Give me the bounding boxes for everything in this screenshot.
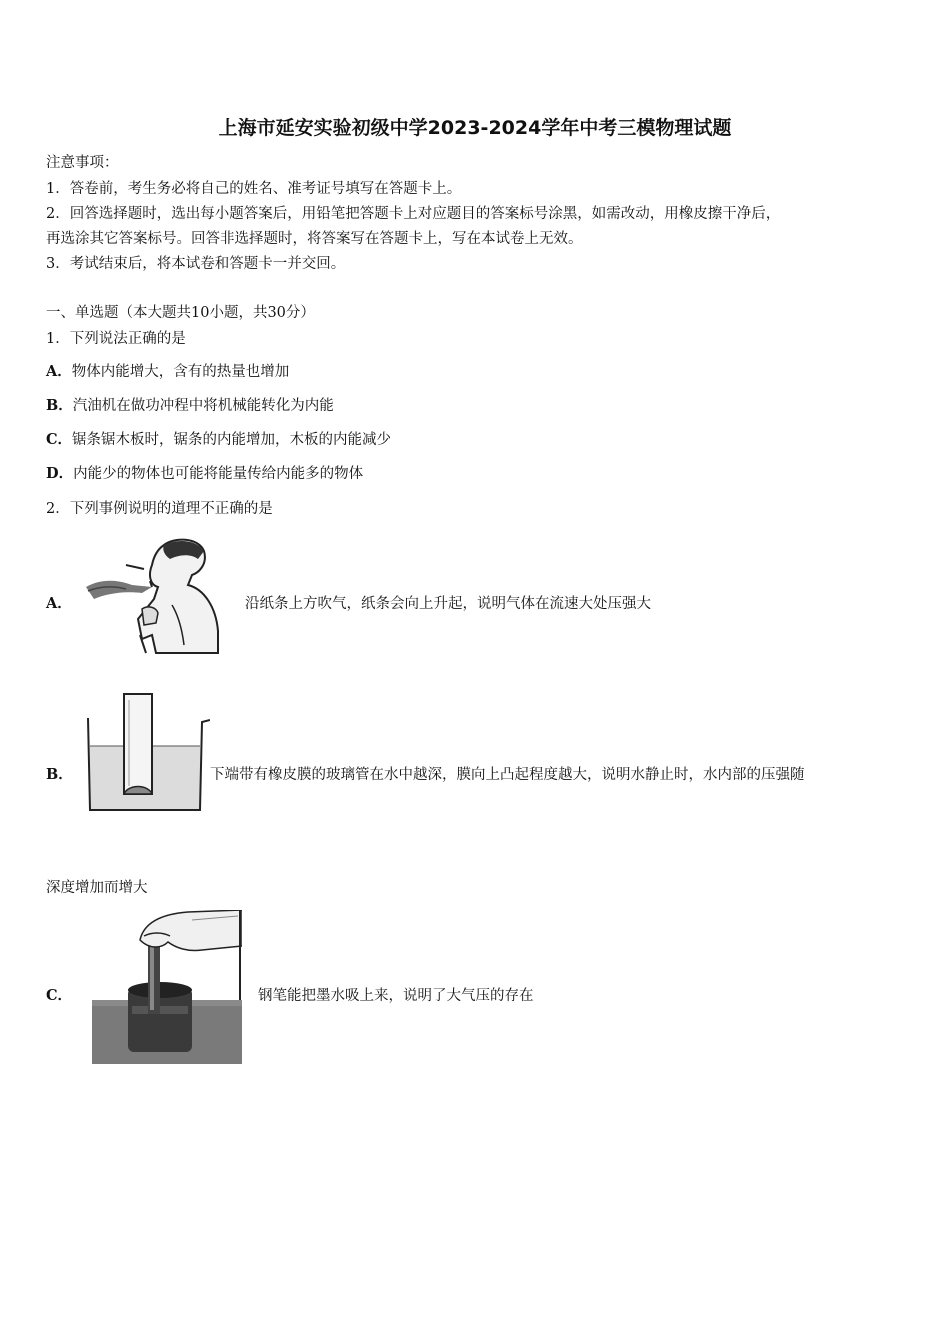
blowing-paper-figure [86, 535, 222, 657]
option-letter: D． [46, 465, 74, 482]
section-heading: 一、单选题（本大题共10小题，共30分） [46, 305, 315, 321]
q1-option-a [46, 360, 289, 381]
notice-item-2-cont: 再选涂其它答案标号。回答非选择题时，将答案写在答题卡上，写在本试卷上无效。 [46, 231, 583, 247]
option-letter: A． [46, 363, 72, 380]
notice-item-3: 3．考试结束后，将本试卷和答题卡一并交回。 [46, 256, 346, 272]
q2-option-c-text: 钢笔能把墨水吸上来，说明了大气压的存在 [258, 988, 534, 1004]
beaker-tube-figure [84, 690, 210, 818]
q2-option-b-text: 下端带有橡皮膜的玻璃管在水中越深，膜向上凸起程度越大，说明水静止时，水内部的压强随 [210, 767, 805, 783]
q1-option-b [46, 394, 334, 415]
q2-option-c-letter: C． [46, 987, 73, 1004]
q2-option-b-letter: B． [46, 766, 73, 783]
fountain-pen-ink-figure [92, 910, 242, 1064]
notice-heading: 注意事项： [46, 155, 119, 171]
q1-stem: 1．下列说法正确的是 [46, 331, 186, 347]
option-letter: C． [46, 431, 73, 448]
page-title: 上海市延安实验初级中学2023-2024学年中考三模物理试题 [218, 117, 732, 139]
q2-option-a-letter: A． [46, 595, 72, 612]
q1-option-c [46, 428, 391, 449]
option-text: 锯条锯木板时，锯条的内能增加，木板的内能减少 [72, 432, 392, 448]
option-text: 汽油机在做功冲程中将机械能转化为内能 [72, 398, 334, 414]
q2-option-a-text: 沿纸条上方吹气，纸条会向上升起，说明气体在流速大处压强大 [245, 596, 651, 612]
q1-option-d [46, 462, 363, 483]
q2-stem: 2．下列事例说明的道理不正确的是 [46, 501, 273, 517]
option-text: 内能少的物体也可能将能量传给内能多的物体 [73, 466, 364, 482]
notice-item-2: 2．回答选择题时，选出每小题答案后，用铅笔把答题卡上对应题目的答案标号涂黑，如需改动，用橡皮擦干净后， [46, 206, 781, 222]
option-text: 物体内能增大，含有的热量也增加 [71, 364, 290, 380]
option-letter: B． [46, 397, 73, 414]
notice-item-1: 1．答卷前，考生务必将自己的姓名、准考证号填写在答题卡上。 [46, 181, 462, 197]
q2-option-b-continuation: 深度增加而增大 [46, 880, 148, 896]
